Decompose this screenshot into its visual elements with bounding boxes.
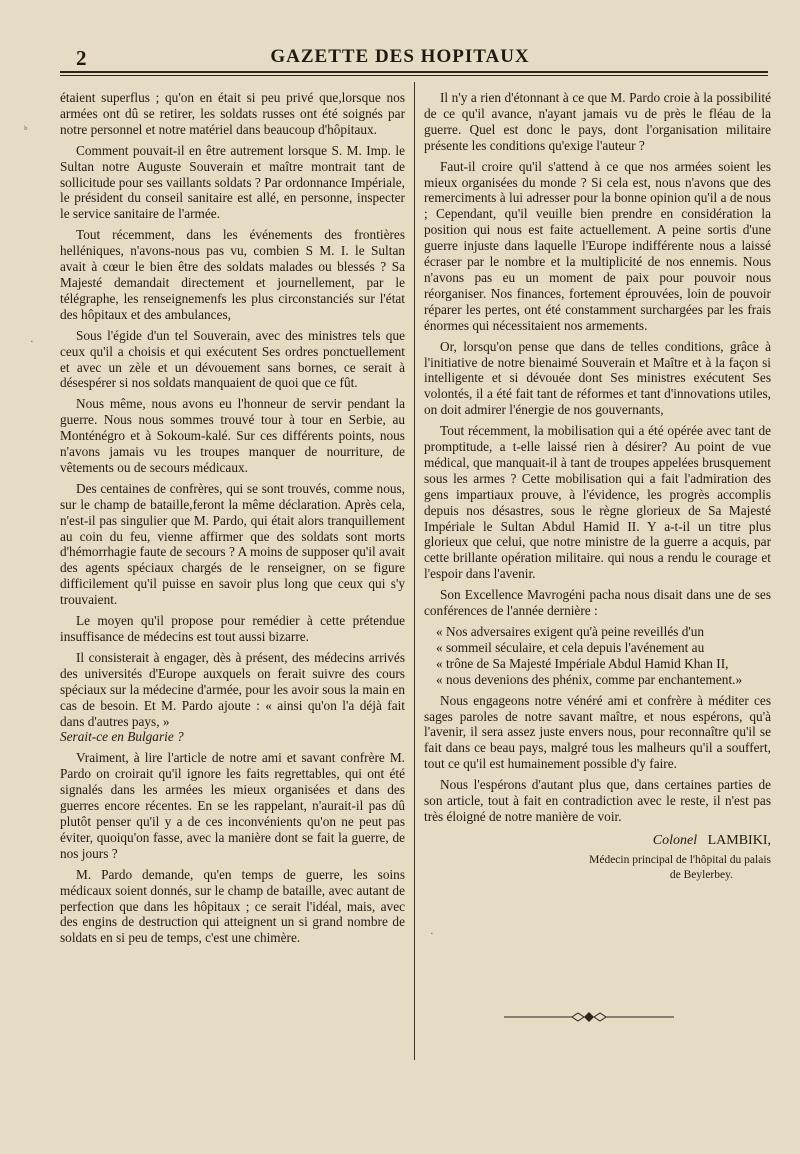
signature-rank: Colonel	[652, 832, 698, 848]
quote-line: « Nos adversaires exigent qu'à peine reveillés d'un	[436, 624, 705, 639]
paragraph: Vraiment, à lire l'article de notre ami et savant confrère M. Pardo on croirait qu'il ignore les faits regrettables, qui ont été signalés dans les armées les mieux organisées et dans des guerres encore récentes. En se les rappelant, n'aurait-il pas dû plutôt penser qu'il y a de ces inconvénients qu'on ne peut pas éviter, quoiqu'on fasse, avec la manière dont se fait la guerre, de nos jours ?	[60, 750, 405, 861]
ornament-divider	[504, 1010, 674, 1024]
paragraph: Sous l'égide d'un tel Souverain, avec des ministres tels que ceux qu'il a choisis et qui exécutent Ses ordres ponctuellement et avec un zèle et un dévouement sans bornes, ce serait à désespérer si nos soldats manquaient de quoi que ce fût.	[60, 327, 405, 391]
right-column	[424, 90, 771, 883]
signature-affiliation	[424, 853, 771, 883]
page-number: 2	[76, 46, 87, 70]
italic-line: Serait-ce en Bulgarie ?	[60, 729, 184, 745]
paragraph: Nous engageons notre vénéré ami et confrère à méditer ces sages paroles de notre savant maître, et nous espérons, qu'à l'avenir, il sera assez juste envers nous, pour reconnaître qu'il se fait dans ce beau pays, malgré tous les malheurs qu'il a souffert, tout ce qu'il est humainement possible d'y faire.	[424, 692, 771, 772]
paragraph: Il n'y a rien d'étonnant à ce que M. Pardo croie à la possibilité de ce qu'il avance, n'ayant jamais vu de près le fléau de la guerre. Quel est donc le pays, dont l'organisation militaire présente les conditions qu'exige l'auteur ?	[424, 90, 771, 153]
column-divider	[414, 82, 415, 1060]
paragraph: Tout récemment, la mobilisation qui a été opérée avec tant de promptitude, a t-elle laissé rien à désirer? Au point de vue médical, que manquait-il à tant de troupes appelées brusquement sous les armes ? Cette mobilisation qui a fait l'admiration des gens impartiaux prouve, à l'évidence, les progrès accomplis depuis nos désastres, sous le règne glorieux de Sa Majesté Impériale le Sultan Abdul Hamid II. Y a-t-il un titre plus glorieux que celui, que notre ministre de la guerre a acquis, par cette brillante opération militaire. qui nous a rendu le courage et l'espoir dans l'avenir.	[424, 423, 771, 582]
signature-name: LAMBIKI,	[707, 832, 771, 848]
affiliation-line: de Beylerbey.	[669, 868, 733, 881]
header-rule-thin	[60, 75, 768, 76]
paragraph: Son Excellence Mavrogéni pacha nous disait dans une de ses conférences de l'année dernière :	[424, 587, 771, 619]
margin-mark: ᵇ	[24, 124, 28, 136]
margin-mark: ·	[430, 928, 434, 940]
paragraph: Tout récemment, dans les événements des frontières helléniques, n'avons-nous pas vu, combien S M. I. le Sultan avait à cœur le bien être des soldats malades ou blessés ? Sa Majesté demandait directement et journellement, par le télégraphe, les renseignemenfs les plus circonstanciés sur l'état des hôpitaux et des ambulances,	[60, 227, 405, 322]
paragraph: M. Pardo demande, qu'en temps de guerre, les soins médicaux soient donnés, sur le champ de bataille, avec autant de perfection que dans les hôpitaux ; ce serait l'idéal, mais, avec des engins de destruction qui atteignent un si grand nombre de soldats en si peu de temps, c'est une chimère.	[60, 866, 405, 946]
margin-mark: ·	[30, 336, 34, 348]
paragraph: Des centaines de confrères, qui se sont trouvés, comme nous, sur le champ de bataille,feront la même déclaration. Après cela, n'est-il pas singulier que M. Pardo, qui était alors tranquillement au coin du feu, vienne affirmer que des soldats sont morts d'hémorrhagie faute de secours ? A moins de supposer qu'il avait des agents spéciaux chargés de le renseigner, on se figure difficilement qu'il puisse en savoir plus long que ceux qui s'y trouvaient.	[60, 480, 405, 608]
paragraph: Comment pouvait-il en être autrement lorsque S. M. Imp. le Sultan notre Auguste Souverain et maître montrait tant de sollicitude pour ses vaillants soldats ? Par ordonnance Impériale, le président du conseil sanitaire est allé, en personne, inspecter le service sanitaire de l'armée.	[60, 142, 405, 222]
header-rule-thick	[60, 71, 768, 73]
quote-line: « sommeil séculaire, et cela depuis l'avénement au	[436, 639, 705, 655]
paragraph: Il consisterait à engager, dès à présent, des médecins arrivés des universités d'Europe auxquels on ferait suivre des cours spéciaux sur la médecine d'armée, pour les avoir sous la main en cas de besoin. Et M. Pardo ajoute : « ainsi qu'on l'a déjà fait dans d'autres pays, »	[60, 649, 405, 729]
paragraph: Or, lorsqu'on pense que dans de telles conditions, grâce à l'initiative de notre bienaimé Souverain et Maître et à la façon si intelligente et si dévouée dont Ses ministres exécutent Ses volontés, il a été fait tant de réformes et tant d'innovations utiles, on doit admirer l'énergie de nos gouvernants,	[424, 338, 771, 418]
quote-line: « nous devenions des phénix, comme par enchantement.»	[436, 671, 743, 687]
journal-title: GAZETTE DES HOPITAUX	[270, 46, 530, 67]
paragraph: Nous même, nous avons eu l'honneur de servir pendant la guerre. Nous nous sommes trouvé tour à tour en Serbie, au Monténégro et à Sokoum-kalé. Sur ces différents points, nous n'avons jamais vu les troupes manquer de nourriture, de vêtements ou de secours médicaux.	[60, 396, 405, 475]
paragraph: étaient superflus ; qu'on en était si peu privé que,lorsque nos armées ont dû se retirer, les soldats russes ont été soignés par notre personnel et notre matériel dans beaucoup d'hôpitaux.	[60, 90, 405, 137]
left-column	[60, 90, 405, 951]
paragraph: Nous l'espérons d'autant plus que, dans certaines parties de son article, tout à fait en contradiction avec le reste, il n'est pas très éloigné de notre manière de voir.	[424, 777, 771, 824]
signature	[424, 833, 771, 849]
affiliation-line: Médecin principal de l'hôpital du palais	[589, 853, 771, 866]
quote-line: « trône de Sa Majesté Impériale Abdul Hamid Khan II,	[436, 655, 729, 671]
paragraph: Le moyen qu'il propose pour remédier à cette prétendue insuffisance de médecins est tout aussi bizarre.	[60, 613, 405, 644]
paragraph: Faut-il croire qu'il s'attend à ce que nos armées soient les mieux organisées du monde ? Si cela est, nous n'avons que des remerciments à lui adresser pour la bonne opinion qu'il a de nous ; Cependant, qu'il veuille bien prendre en considération la position qui nous est faite actuellement. A peine sortis d'une guerre injuste dans laquelle l'Europe indifférente nous a laissé écraser par le nombre et la multiplicité de nos ennemis. Nous n'avons pas eu un moment de paix pour pouvoir nous réorganiser. Nos finances, fortement éprouvées, loin de pouvoir réparer les pertes, ont été constamment surchargées par les frais énormes qui nécessitaient nos armements.	[424, 158, 771, 333]
